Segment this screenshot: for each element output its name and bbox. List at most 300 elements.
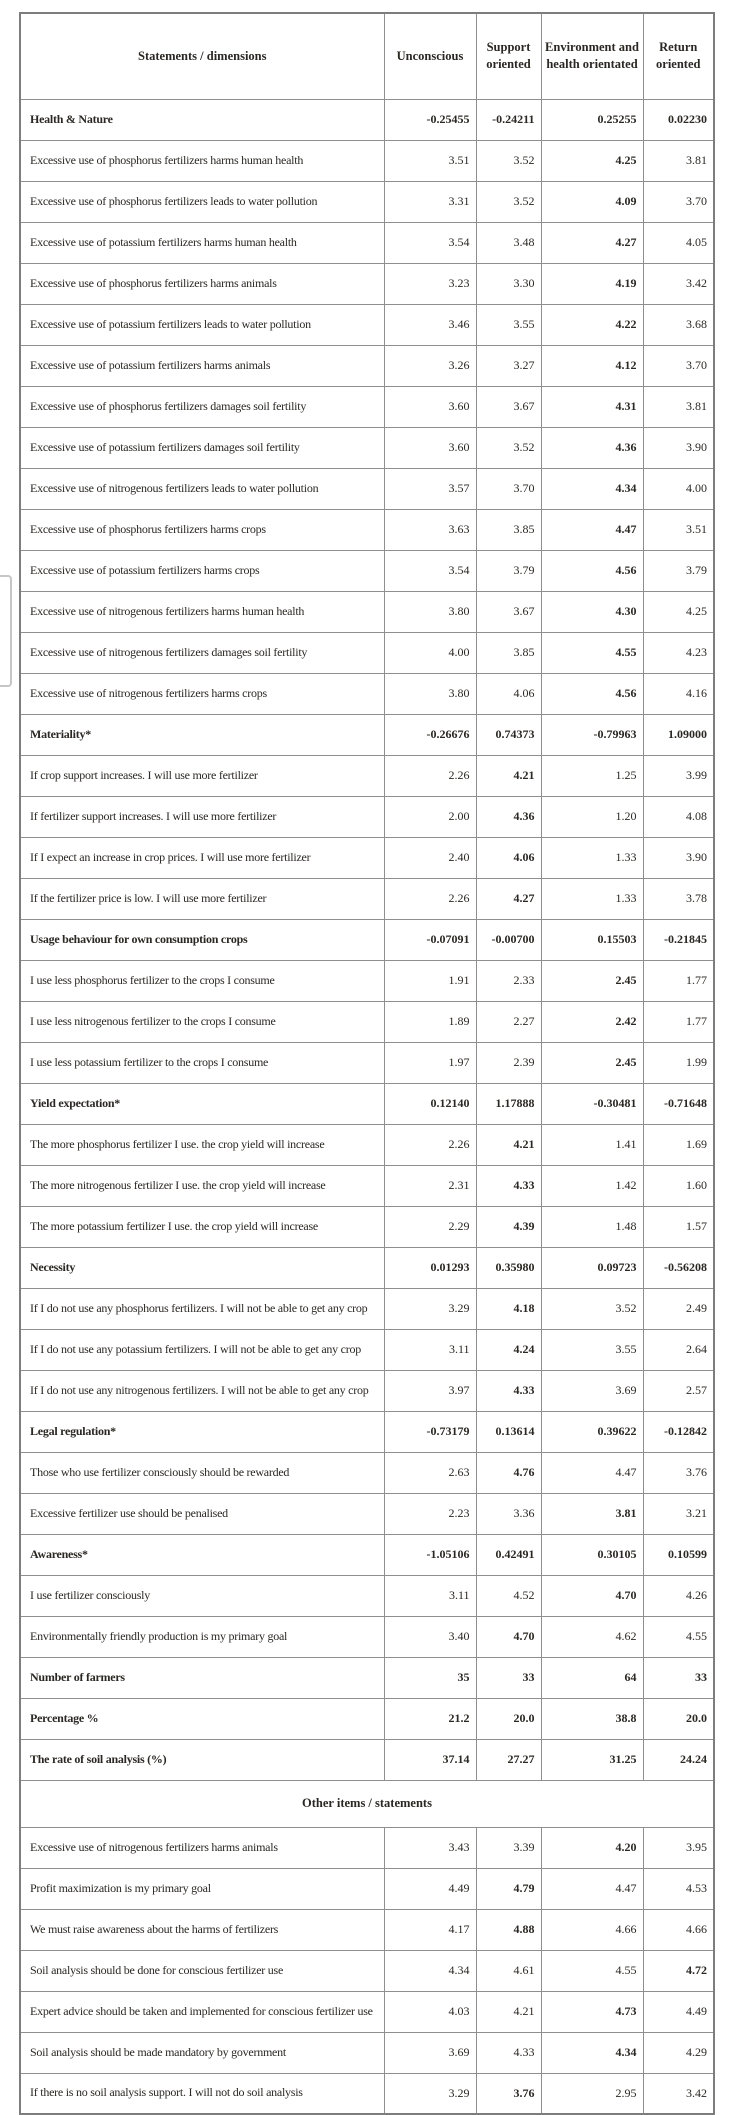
value-cell: 3.46 [384,304,476,345]
page-edge-artifact [0,575,12,687]
statement-label-cell: Excessive fertilizer use should be penalised [20,1493,384,1534]
value-cell: 1.91 [384,960,476,1001]
value-cell: 3.27 [476,345,541,386]
value-cell: 2.45 [541,960,643,1001]
value-cell: -0.56208 [643,1247,714,1288]
dimension-label-cell: Yield expectation* [20,1083,384,1124]
table-row [20,1657,714,1698]
value-cell: 4.25 [643,591,714,632]
value-cell: 1.89 [384,1001,476,1042]
value-cell: 3.85 [476,509,541,550]
statement-label-cell: I use less potassium fertilizer to the crops I consume [20,1042,384,1083]
statement-label-cell: If I do not use any phosphorus fertilizers. I will not be able to get any crop [20,1288,384,1329]
header-statements-dimensions: Statements / dimensions [20,13,384,99]
table-row [20,632,714,673]
value-cell: 2.33 [476,960,541,1001]
value-cell: 3.70 [476,468,541,509]
value-cell: 4.27 [541,222,643,263]
value-cell: 2.26 [384,1124,476,1165]
value-cell: 3.54 [384,222,476,263]
value-cell: 0.74373 [476,714,541,755]
table-row [20,714,714,755]
value-cell: 3.26 [384,345,476,386]
value-cell: 3.67 [476,386,541,427]
value-cell: 2.26 [384,755,476,796]
value-cell: 2.49 [643,1288,714,1329]
value-cell: 4.33 [476,1370,541,1411]
dimension-label-cell: Necessity [20,1247,384,1288]
statement-label-cell: Excessive use of nitrogenous fertilizers harms human health [20,591,384,632]
table-row [20,591,714,632]
dimension-label-cell: Legal regulation* [20,1411,384,1452]
value-cell: 4.00 [643,468,714,509]
value-cell: -0.79963 [541,714,643,755]
statement-label-cell: Excessive use of potassium fertilizers damages soil fertility [20,427,384,468]
value-cell: -0.24211 [476,99,541,140]
header-unconscious: Unconscious [384,13,476,99]
value-cell: 0.10599 [643,1534,714,1575]
value-cell: 4.05 [643,222,714,263]
segments-results-table [19,12,715,2115]
value-cell: 4.55 [643,1616,714,1657]
value-cell: 2.31 [384,1165,476,1206]
value-cell: 2.45 [541,1042,643,1083]
statement-label-cell: I use less nitrogenous fertilizer to the crops I consume [20,1001,384,1042]
value-cell: 4.52 [476,1575,541,1616]
value-cell: 1.25 [541,755,643,796]
table-row [20,1370,714,1411]
table-row [20,550,714,591]
value-cell: 3.55 [476,304,541,345]
value-cell: 4.47 [541,509,643,550]
statement-label-cell: I use less phosphorus fertilizer to the crops I consume [20,960,384,1001]
value-cell: 4.20 [541,1827,643,1868]
value-cell: -0.12842 [643,1411,714,1452]
statement-label-cell: Excessive use of potassium fertilizers harms crops [20,550,384,591]
value-cell: 0.39622 [541,1411,643,1452]
value-cell: 3.80 [384,591,476,632]
value-cell: 2.57 [643,1370,714,1411]
value-cell: 1.48 [541,1206,643,1247]
table-row [20,1124,714,1165]
value-cell: 4.73 [541,1991,643,2032]
value-cell: 3.29 [384,1288,476,1329]
value-cell: 4.55 [541,1950,643,1991]
value-cell: 1.33 [541,837,643,878]
value-cell: 2.63 [384,1452,476,1493]
value-cell: 4.31 [541,386,643,427]
dimension-label-cell: Percentage % [20,1698,384,1739]
table-row [20,1950,714,1991]
table-row [20,1411,714,1452]
value-cell: 4.19 [541,263,643,304]
value-cell: 4.62 [541,1616,643,1657]
statement-label-cell: If fertilizer support increases. I will use more fertilizer [20,796,384,837]
table-header [20,13,714,99]
table-row [20,755,714,796]
value-cell: 3.95 [643,1827,714,1868]
value-cell: 33 [476,1657,541,1698]
value-cell: 1.97 [384,1042,476,1083]
table-row [20,1909,714,1950]
value-cell: 4.34 [541,2032,643,2073]
value-cell: 2.95 [541,2073,643,2114]
value-cell: 2.64 [643,1329,714,1370]
statement-label-cell: Excessive use of phosphorus fertilizers harms animals [20,263,384,304]
value-cell: 4.61 [476,1950,541,1991]
value-cell: 4.72 [643,1950,714,1991]
value-cell: 3.51 [384,140,476,181]
header-support-oriented: Support oriented [476,13,541,99]
table-row [20,1575,714,1616]
value-cell: 20.0 [643,1698,714,1739]
table-row [20,1452,714,1493]
value-cell: 3.79 [476,550,541,591]
dimension-label-cell: Number of farmers [20,1657,384,1698]
value-cell: 2.29 [384,1206,476,1247]
value-cell: 3.36 [476,1493,541,1534]
value-cell: 3.90 [643,427,714,468]
value-cell: -0.07091 [384,919,476,960]
dimension-label-cell: Materiality* [20,714,384,755]
value-cell: 3.42 [643,263,714,304]
value-cell: 3.52 [541,1288,643,1329]
statement-label-cell: We must raise awareness about the harms of fertilizers [20,1909,384,1950]
value-cell: 3.69 [541,1370,643,1411]
statement-label-cell: Profit maximization is my primary goal [20,1868,384,1909]
statement-label-cell: Those who use fertilizer consciously should be rewarded [20,1452,384,1493]
table-row [20,509,714,550]
value-cell: 3.40 [384,1616,476,1657]
value-cell: -1.05106 [384,1534,476,1575]
value-cell: 4.03 [384,1991,476,2032]
table-row [20,1493,714,1534]
table-row [20,1991,714,2032]
value-cell: 21.2 [384,1698,476,1739]
value-cell: -0.26676 [384,714,476,755]
value-cell: 4.56 [541,673,643,714]
table-row [20,222,714,263]
statement-label-cell: Excessive use of phosphorus fertilizers damages soil fertility [20,386,384,427]
value-cell: 2.39 [476,1042,541,1083]
value-cell: 3.78 [643,878,714,919]
value-cell: 4.09 [541,181,643,222]
value-cell: 4.88 [476,1909,541,1950]
statement-label-cell: If crop support increases. I will use more fertilizer [20,755,384,796]
table-row [20,1001,714,1042]
value-cell: 3.51 [643,509,714,550]
value-cell: 4.55 [541,632,643,673]
value-cell: 4.70 [541,1575,643,1616]
header-environment-health-orientated: Environment and health orientated [541,13,643,99]
value-cell: 3.81 [541,1493,643,1534]
value-cell: 4.47 [541,1868,643,1909]
dimension-label-cell: The rate of soil analysis (%) [20,1739,384,1780]
value-cell: 4.23 [643,632,714,673]
table-row [20,468,714,509]
value-cell: 3.60 [384,386,476,427]
value-cell: 31.25 [541,1739,643,1780]
table-row [20,1868,714,1909]
value-cell: 4.21 [476,1124,541,1165]
value-cell: 4.21 [476,1991,541,2032]
value-cell: 3.81 [643,140,714,181]
statement-label-cell: Excessive use of nitrogenous fertilizers harms animals [20,1827,384,1868]
value-cell: 1.60 [643,1165,714,1206]
value-cell: -0.21845 [643,919,714,960]
value-cell: 2.23 [384,1493,476,1534]
value-cell: 3.81 [643,386,714,427]
table-row [20,1329,714,1370]
table-row [20,2073,714,2114]
value-cell: -0.25455 [384,99,476,140]
table-row [20,837,714,878]
table-row [20,181,714,222]
statement-label-cell: Excessive use of phosphorus fertilizers leads to water pollution [20,181,384,222]
value-cell: 4.06 [476,673,541,714]
value-cell: 3.29 [384,2073,476,2114]
value-cell: 3.30 [476,263,541,304]
table-row [20,140,714,181]
table-row [20,1698,714,1739]
value-cell: 4.21 [476,755,541,796]
value-cell: 3.60 [384,427,476,468]
value-cell: -0.71648 [643,1083,714,1124]
value-cell: 3.39 [476,1827,541,1868]
table-row [20,796,714,837]
value-cell: 1.33 [541,878,643,919]
value-cell: 2.26 [384,878,476,919]
value-cell: 0.12140 [384,1083,476,1124]
value-cell: 4.00 [384,632,476,673]
value-cell: 2.27 [476,1001,541,1042]
value-cell: 3.55 [541,1329,643,1370]
value-cell: 4.06 [476,837,541,878]
value-cell: 3.79 [643,550,714,591]
value-cell: 20.0 [476,1698,541,1739]
table-row [20,1288,714,1329]
value-cell: 4.34 [384,1950,476,1991]
value-cell: 2.40 [384,837,476,878]
value-cell: 4.18 [476,1288,541,1329]
dimension-label-cell: Usage behaviour for own consumption crops [20,919,384,960]
value-cell: 4.56 [541,550,643,591]
table-row [20,1534,714,1575]
value-cell: 1.20 [541,796,643,837]
table-body [20,99,714,2114]
value-cell: 1.57 [643,1206,714,1247]
value-cell: 3.70 [643,345,714,386]
table-row [20,1247,714,1288]
value-cell: 4.26 [643,1575,714,1616]
value-cell: 2.42 [541,1001,643,1042]
table-row [20,1616,714,1657]
value-cell: 0.30105 [541,1534,643,1575]
value-cell: 3.97 [384,1370,476,1411]
value-cell: 3.76 [643,1452,714,1493]
value-cell: 4.12 [541,345,643,386]
value-cell: 4.24 [476,1329,541,1370]
section-header-other-items: Other items / statements [20,1780,714,1827]
value-cell: 1.42 [541,1165,643,1206]
value-cell: 3.21 [643,1493,714,1534]
value-cell: 24.24 [643,1739,714,1780]
value-cell: 3.11 [384,1575,476,1616]
header-return-oriented: Return oriented [643,13,714,99]
table-row [20,263,714,304]
value-cell: 3.23 [384,263,476,304]
value-cell: 4.66 [643,1909,714,1950]
table-row [20,1042,714,1083]
value-cell: 3.42 [643,2073,714,2114]
dimension-label-cell: Awareness* [20,1534,384,1575]
value-cell: 3.52 [476,427,541,468]
value-cell: 0.02230 [643,99,714,140]
value-cell: 1.09000 [643,714,714,755]
value-cell: 3.54 [384,550,476,591]
dimension-label-cell: Health & Nature [20,99,384,140]
value-cell: 4.53 [643,1868,714,1909]
table-row [20,960,714,1001]
value-cell: 38.8 [541,1698,643,1739]
value-cell: 4.36 [476,796,541,837]
value-cell: 4.27 [476,878,541,919]
value-cell: 3.80 [384,673,476,714]
value-cell: 4.47 [541,1452,643,1493]
value-cell: 4.79 [476,1868,541,1909]
value-cell: 0.25255 [541,99,643,140]
table-row [20,673,714,714]
value-cell: 4.76 [476,1452,541,1493]
header-row [20,13,714,99]
value-cell: 0.35980 [476,1247,541,1288]
value-cell: 1.99 [643,1042,714,1083]
table-row [20,99,714,140]
statement-label-cell: Excessive use of nitrogenous fertilizers harms crops [20,673,384,714]
value-cell: 3.52 [476,140,541,181]
statement-label-cell: Excessive use of potassium fertilizers harms animals [20,345,384,386]
statement-label-cell: Excessive use of nitrogenous fertilizers leads to water pollution [20,468,384,509]
value-cell: 33 [643,1657,714,1698]
statement-label-cell: If I do not use any nitrogenous fertilizers. I will not be able to get any crop [20,1370,384,1411]
table-row [20,304,714,345]
table-row [20,1083,714,1124]
statement-label-cell: If there is no soil analysis support. I will not do soil analysis [20,2073,384,2114]
value-cell: 4.22 [541,304,643,345]
statement-label-cell: Soil analysis should be made mandatory by government [20,2032,384,2073]
value-cell: 4.34 [541,468,643,509]
statement-label-cell: The more phosphorus fertilizer I use. the crop yield will increase [20,1124,384,1165]
statement-label-cell: Excessive use of potassium fertilizers harms human health [20,222,384,263]
table-row [20,919,714,960]
value-cell: 4.49 [643,1991,714,2032]
table-row [20,427,714,468]
value-cell: -0.00700 [476,919,541,960]
table-row [20,1827,714,1868]
value-cell: -0.73179 [384,1411,476,1452]
statement-label-cell: Excessive use of phosphorus fertilizers harms human health [20,140,384,181]
section-row [20,1780,714,1827]
statement-label-cell: Excessive use of nitrogenous fertilizers damages soil fertility [20,632,384,673]
statement-label-cell: The more nitrogenous fertilizer I use. the crop yield will increase [20,1165,384,1206]
value-cell: 3.57 [384,468,476,509]
value-cell: 4.17 [384,1909,476,1950]
value-cell: 4.30 [541,591,643,632]
statement-label-cell: Soil analysis should be done for conscious fertilizer use [20,1950,384,1991]
value-cell: 4.25 [541,140,643,181]
statement-label-cell: I use fertilizer consciously [20,1575,384,1616]
table-row [20,2032,714,2073]
value-cell: 0.13614 [476,1411,541,1452]
table-row [20,1165,714,1206]
value-cell: 3.68 [643,304,714,345]
value-cell: 0.01293 [384,1247,476,1288]
value-cell: 4.16 [643,673,714,714]
value-cell: 3.48 [476,222,541,263]
statement-label-cell: The more potassium fertilizer I use. the crop yield will increase [20,1206,384,1247]
value-cell: 27.27 [476,1739,541,1780]
value-cell: 1.17888 [476,1083,541,1124]
value-cell: 4.39 [476,1206,541,1247]
value-cell: 37.14 [384,1739,476,1780]
value-cell: 4.36 [541,427,643,468]
value-cell: 4.49 [384,1868,476,1909]
value-cell: 3.90 [643,837,714,878]
value-cell: 1.77 [643,1001,714,1042]
value-cell: 3.99 [643,755,714,796]
value-cell: 1.69 [643,1124,714,1165]
table-row [20,878,714,919]
value-cell: 3.70 [643,181,714,222]
value-cell: 4.08 [643,796,714,837]
value-cell: 3.85 [476,632,541,673]
value-cell: 3.11 [384,1329,476,1370]
statement-label-cell: If the fertilizer price is low. I will use more fertilizer [20,878,384,919]
value-cell: 3.67 [476,591,541,632]
value-cell: 3.63 [384,509,476,550]
table-row [20,1206,714,1247]
statement-label-cell: If I expect an increase in crop prices. I will use more fertilizer [20,837,384,878]
statement-label-cell: Expert advice should be taken and implemented for conscious fertilizer use [20,1991,384,2032]
table-row [20,386,714,427]
value-cell: 1.77 [643,960,714,1001]
table-row [20,345,714,386]
statement-label-cell: If I do not use any potassium fertilizers. I will not be able to get any crop [20,1329,384,1370]
value-cell: 2.00 [384,796,476,837]
value-cell: 35 [384,1657,476,1698]
value-cell: 0.09723 [541,1247,643,1288]
statement-label-cell: Environmentally friendly production is my primary goal [20,1616,384,1657]
value-cell: 64 [541,1657,643,1698]
value-cell: 3.52 [476,181,541,222]
statement-label-cell: Excessive use of phosphorus fertilizers harms crops [20,509,384,550]
value-cell: 0.15503 [541,919,643,960]
value-cell: 0.42491 [476,1534,541,1575]
value-cell: 4.70 [476,1616,541,1657]
value-cell: 4.33 [476,2032,541,2073]
value-cell: 1.41 [541,1124,643,1165]
value-cell: 3.43 [384,1827,476,1868]
value-cell: 3.76 [476,2073,541,2114]
value-cell: 3.31 [384,181,476,222]
value-cell: -0.30481 [541,1083,643,1124]
value-cell: 4.33 [476,1165,541,1206]
statement-label-cell: Excessive use of potassium fertilizers leads to water pollution [20,304,384,345]
table-row [20,1739,714,1780]
value-cell: 3.69 [384,2032,476,2073]
value-cell: 4.66 [541,1909,643,1950]
value-cell: 4.29 [643,2032,714,2073]
